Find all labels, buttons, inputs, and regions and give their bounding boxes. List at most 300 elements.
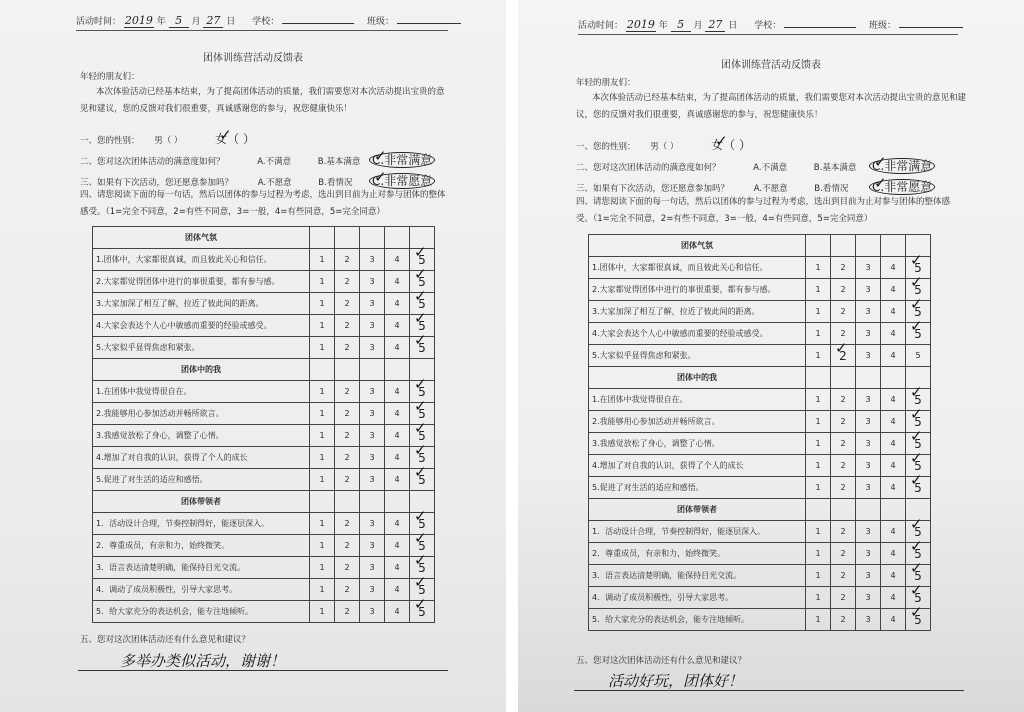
rating-option-3[interactable]: 3	[856, 433, 881, 455]
section-header-cell	[360, 227, 385, 249]
willingness-option-b[interactable]: B.看情况	[318, 178, 353, 188]
rating-option-2[interactable]: 2	[335, 403, 360, 425]
rating-option-5[interactable]: 5 ✓	[410, 337, 435, 359]
rating-option-5[interactable]: 5 ✓	[906, 411, 931, 433]
rating-option-4[interactable]: 4	[881, 389, 906, 411]
rating-option-1[interactable]: 1	[310, 249, 335, 271]
rating-item-text: 2．尊重成员，有亲和力，始终微笑。	[93, 535, 310, 557]
gender-label: 一、您的性别：	[576, 142, 636, 152]
rating-option-5[interactable]: 5 ✓	[410, 381, 435, 403]
rating-option-5[interactable]: 5 ✓	[906, 521, 931, 543]
willingness-option-b[interactable]: B.看情况	[814, 184, 849, 194]
rating-option-5[interactable]: 5 ✓	[410, 535, 435, 557]
class-field[interactable]	[397, 23, 461, 24]
section-header-cell	[881, 499, 906, 521]
rating-option-2[interactable]: 2	[831, 609, 856, 631]
rating-option-2[interactable]: 2	[831, 279, 856, 301]
section-header-cell	[360, 359, 385, 381]
rating-option-4[interactable]: 4	[385, 315, 410, 337]
rating-item-text: 2.我能够用心参加活动并畅所欲言。	[93, 403, 310, 425]
rating-option-1[interactable]: 1	[806, 609, 831, 631]
rating-option-3[interactable]: 3	[856, 345, 881, 367]
day-value: 27	[203, 14, 223, 28]
gender-female-option[interactable]: 女（ ） ✓	[711, 138, 751, 152]
rating-option-5[interactable]: 5 ✓	[906, 455, 931, 477]
rating-option-3[interactable]: 3	[360, 447, 385, 469]
rating-option-5[interactable]: 5 ✓	[410, 469, 435, 491]
section-header-cell	[831, 367, 856, 389]
rating-option-5[interactable]: 5 ✓	[906, 477, 931, 499]
rating-item-text: 5．给大家充分的表达机会，能专注地倾听。	[93, 601, 310, 623]
rating-option-3[interactable]: 3	[856, 411, 881, 433]
rating-item-text: 3．语言表达清楚明确，能保持目光交流。	[93, 557, 310, 579]
day-value: 27	[705, 18, 725, 32]
form-title: 团体训练营活动反馈表	[721, 60, 821, 71]
rating-row	[589, 609, 931, 631]
rating-option-1[interactable]: 1	[806, 455, 831, 477]
rating-option-1[interactable]: 1	[310, 557, 335, 579]
rating-row	[93, 513, 435, 535]
rating-item-text: 4.大家会表达个人心中敏感而重要的经验或感受。	[93, 315, 310, 337]
satisfaction-option-c[interactable]: C.非常满意 ✓	[869, 158, 935, 174]
rating-option-2[interactable]: 2	[335, 337, 360, 359]
rating-option-1[interactable]: 1	[310, 469, 335, 491]
section-header-cell	[831, 235, 856, 257]
rating-option-1[interactable]: 1	[806, 587, 831, 609]
rating-option-3[interactable]: 3	[360, 337, 385, 359]
section-header-cell	[831, 499, 856, 521]
rating-option-1[interactable]: 1	[806, 411, 831, 433]
rating-option-1[interactable]: 1	[310, 403, 335, 425]
handwritten-answer: 多举办类似活动，谢谢！	[120, 652, 286, 670]
rating-option-3[interactable]: 3	[360, 271, 385, 293]
rating-row	[589, 521, 931, 543]
rating-option-5[interactable]: 5 ✓	[410, 425, 435, 447]
rating-option-2[interactable]: 2	[335, 579, 360, 601]
rating-option-1[interactable]: 1	[806, 257, 831, 279]
month-value: 5	[169, 14, 189, 28]
rating-item-text: 1.团体中，大家都很真诚，而且彼此关心和信任。	[93, 249, 310, 271]
rating-option-4[interactable]: 4	[385, 337, 410, 359]
section-header-cell	[385, 491, 410, 513]
greeting: 年轻的朋友们：	[576, 78, 636, 88]
willingness-option-a[interactable]: A.不愿意	[753, 184, 788, 194]
section-header-cell	[881, 235, 906, 257]
rating-row	[589, 257, 931, 279]
rating-item-text: 5.促进了对生活的适应和感悟。	[93, 469, 310, 491]
rating-row	[93, 337, 435, 359]
year-unit: 年	[156, 17, 166, 27]
school-label: 学校：	[754, 21, 782, 31]
rating-option-4[interactable]: 4	[881, 323, 906, 345]
satisfaction-label: 二、您对这次团体活动的满意度如何？	[80, 157, 225, 167]
rating-option-1[interactable]: 1	[310, 271, 335, 293]
rating-item-text: 1.在团体中我觉得很自在。	[93, 381, 310, 403]
rating-row	[93, 535, 435, 557]
question-gender	[80, 130, 255, 147]
rating-option-2[interactable]: 2	[335, 535, 360, 557]
rating-option-3[interactable]: 3	[856, 587, 881, 609]
section-header-row	[589, 499, 931, 521]
year-unit: 年	[658, 21, 668, 31]
question-suggestions: 五、您对这次团体活动还有什么意见和建议？	[80, 635, 251, 645]
rating-row	[93, 447, 435, 469]
willingness-option-c[interactable]: C.非常愿意 ✓	[369, 173, 435, 189]
rating-item-text: 1.在团体中我觉得很自在。	[589, 389, 806, 411]
question-gender	[576, 136, 751, 153]
section-header-row	[93, 491, 435, 513]
section-header-cell	[310, 227, 335, 249]
form-header	[76, 14, 461, 28]
activity-time-label: 活动时间：	[578, 21, 624, 31]
rating-option-4[interactable]: 4	[881, 565, 906, 587]
rating-option-1[interactable]: 1	[310, 601, 335, 623]
rating-option-1[interactable]: 1	[806, 521, 831, 543]
rating-option-1[interactable]: 1	[806, 345, 831, 367]
rating-option-2[interactable]: 2	[831, 543, 856, 565]
rating-option-5[interactable]: 5 ✓	[410, 315, 435, 337]
rating-option-4[interactable]: 4	[385, 403, 410, 425]
photo-gap	[506, 0, 518, 712]
rating-row	[93, 381, 435, 403]
section-header-cell	[335, 491, 360, 513]
rating-option-2[interactable]: 2	[831, 411, 856, 433]
rating-option-4[interactable]: 4	[385, 293, 410, 315]
rating-row	[93, 271, 435, 293]
rating-row	[93, 403, 435, 425]
rating-option-5[interactable]: 5 ✓	[906, 587, 931, 609]
rating-option-1[interactable]: 1	[310, 315, 335, 337]
rating-option-3[interactable]: 3	[856, 521, 881, 543]
rating-option-4[interactable]: 4	[385, 601, 410, 623]
school-field[interactable]	[282, 23, 354, 24]
rating-option-5[interactable]: 5 ✓	[410, 601, 435, 623]
section-header-cell	[881, 367, 906, 389]
rating-option-5[interactable]: 5 ✓	[906, 301, 931, 323]
section-header-cell	[806, 235, 831, 257]
section-header-cell	[335, 227, 360, 249]
answer-line	[78, 670, 448, 671]
rating-option-2[interactable]: 2	[335, 425, 360, 447]
rating-item-text: 3.我感觉放松了身心，调整了心情。	[589, 433, 806, 455]
form-header	[578, 18, 963, 32]
rating-option-4[interactable]: 4	[881, 433, 906, 455]
section-header-cell	[360, 491, 385, 513]
willingness-label: 三、如果有下次活动，您还愿意参加吗？	[576, 184, 730, 194]
month-value: 5	[671, 18, 691, 32]
section-header-cell	[856, 235, 881, 257]
month-unit: 月	[693, 21, 703, 31]
rating-option-1[interactable]: 1	[310, 579, 335, 601]
rating-option-1[interactable]: 1	[806, 323, 831, 345]
rating-option-5[interactable]: 5 ✓	[906, 433, 931, 455]
rating-item-text: 5．给大家充分的表达机会，能专注地倾听。	[589, 609, 806, 631]
rating-item-text: 4.增加了对自我的认识，获得了个人的成长	[93, 447, 310, 469]
rating-option-2[interactable]: 2	[831, 565, 856, 587]
section-header-cell	[806, 499, 831, 521]
rating-option-5[interactable]: 5 ✓	[410, 271, 435, 293]
rating-option-3[interactable]: 3	[360, 579, 385, 601]
rating-option-2[interactable]: 2	[335, 469, 360, 491]
section-title: 团体带领者	[589, 499, 806, 521]
rating-item-text: 1．活动设计合理，节奏控制得好，能逐层深入。	[93, 513, 310, 535]
rating-option-2[interactable]: 2	[335, 557, 360, 579]
rating-item-text: 2.大家都觉得团体中进行的事很重要，都有参与感。	[589, 279, 806, 301]
rating-option-5[interactable]: 5 ✓	[410, 579, 435, 601]
section-header-cell	[806, 367, 831, 389]
rating-table	[92, 226, 435, 623]
rating-option-1[interactable]: 1	[310, 513, 335, 535]
rating-option-3[interactable]: 3	[360, 249, 385, 271]
section-header-row	[589, 235, 931, 257]
rating-option-4[interactable]: 4	[881, 279, 906, 301]
rating-option-4[interactable]: 4	[881, 411, 906, 433]
satisfaction-label: 二、您对这次团体活动的满意度如何？	[576, 163, 721, 173]
rating-row	[589, 477, 931, 499]
class-label: 班级：	[366, 17, 394, 27]
rating-option-1[interactable]: 1	[310, 535, 335, 557]
gender-label: 一、您的性别：	[80, 136, 140, 146]
rating-option-2[interactable]: 2	[335, 271, 360, 293]
class-field[interactable]	[899, 27, 963, 28]
rating-option-5[interactable]: 5 ✓	[410, 447, 435, 469]
rating-option-5[interactable]: 5 ✓	[906, 257, 931, 279]
rating-option-4[interactable]: 4	[881, 543, 906, 565]
section-title: 团体中的我	[93, 359, 310, 381]
rating-item-text: 4.大家会表达个人心中敏感而重要的经验或感受。	[589, 323, 806, 345]
rating-row	[93, 425, 435, 447]
rating-option-4[interactable]: 4	[881, 345, 906, 367]
rating-option-4[interactable]: 4	[385, 249, 410, 271]
activity-time-label: 活动时间：	[76, 17, 122, 27]
willingness-label: 三、如果有下次活动，您还愿意参加吗？	[80, 178, 234, 188]
rating-option-1[interactable]: 1	[310, 447, 335, 469]
class-label: 班级：	[868, 21, 896, 31]
rating-option-1[interactable]: 1	[806, 433, 831, 455]
rating-option-5[interactable]: 5 ✓	[906, 543, 931, 565]
rating-option-2[interactable]: 2	[335, 513, 360, 535]
rating-option-1[interactable]: 1	[806, 279, 831, 301]
rating-option-3[interactable]: 3	[856, 565, 881, 587]
rating-option-4[interactable]: 4	[881, 257, 906, 279]
rating-option-1[interactable]: 1	[310, 425, 335, 447]
section-header-row	[589, 367, 931, 389]
rating-option-4[interactable]: 4	[385, 447, 410, 469]
rating-option-1[interactable]: 1	[310, 381, 335, 403]
rating-option-2[interactable]: 2	[335, 381, 360, 403]
rating-option-3[interactable]: 3	[856, 389, 881, 411]
section-title: 团体气氛	[93, 227, 310, 249]
rating-item-text: 3.大家加深了相互了解，拉近了彼此间的距离。	[93, 293, 310, 315]
header-rule	[578, 34, 958, 35]
rating-option-2[interactable]: 2	[335, 601, 360, 623]
rating-option-4[interactable]: 4	[881, 521, 906, 543]
rating-option-3[interactable]: 3	[360, 403, 385, 425]
day-unit: 日	[728, 21, 738, 31]
satisfaction-option-c[interactable]: C.非常满意 ✓	[369, 152, 435, 168]
question-willingness	[576, 178, 935, 195]
gender-male-option[interactable]: 男（ ）	[154, 136, 183, 146]
school-label: 学校：	[252, 17, 280, 27]
rating-option-4[interactable]: 4	[385, 381, 410, 403]
rating-option-4[interactable]: 4	[385, 425, 410, 447]
rating-row	[589, 565, 931, 587]
rating-option-3[interactable]: 3	[360, 535, 385, 557]
rating-item-text: 5.促进了对生活的适应和感悟。	[589, 477, 806, 499]
rating-option-5[interactable]: 5 ✓	[906, 389, 931, 411]
rating-item-text: 3.我感觉放松了身心，调整了心情。	[93, 425, 310, 447]
rating-option-3[interactable]: 3	[856, 257, 881, 279]
rating-option-2[interactable]: 2	[831, 389, 856, 411]
rating-option-2[interactable]: 2	[831, 257, 856, 279]
rating-option-5[interactable]: 5 ✓	[410, 403, 435, 425]
rating-option-1[interactable]: 1	[806, 389, 831, 411]
rating-option-1[interactable]: 1	[806, 477, 831, 499]
rating-option-3[interactable]: 3	[856, 455, 881, 477]
rating-option-2[interactable]: 2	[831, 433, 856, 455]
rating-option-4[interactable]: 4	[881, 609, 906, 631]
rating-option-1[interactable]: 1	[806, 543, 831, 565]
day-unit: 日	[226, 17, 236, 27]
rating-item-text: 3.大家加深了相互了解，拉近了彼此间的距离。	[589, 301, 806, 323]
satisfaction-option-a[interactable]: A.不满意	[753, 163, 788, 173]
rating-option-5[interactable]: 5 ✓	[906, 279, 931, 301]
school-field[interactable]	[784, 27, 856, 28]
rating-row	[93, 579, 435, 601]
gender-male-option[interactable]: 男（ ）	[650, 142, 679, 152]
section-header-cell	[856, 367, 881, 389]
rating-row	[93, 601, 435, 623]
rating-row	[589, 587, 931, 609]
rating-option-5[interactable]: 5 ✓	[906, 609, 931, 631]
rating-table	[588, 234, 931, 631]
rating-option-3[interactable]: 3	[360, 381, 385, 403]
rating-option-4[interactable]: 4	[385, 535, 410, 557]
feedback-form-right	[518, 0, 1024, 712]
year-value: 2019	[626, 18, 655, 31]
rating-option-4[interactable]: 4	[385, 469, 410, 491]
rating-option-4[interactable]: 4	[881, 477, 906, 499]
rating-option-3[interactable]: 3	[856, 323, 881, 345]
rating-option-4[interactable]: 4	[385, 271, 410, 293]
rating-option-4[interactable]: 4	[385, 513, 410, 535]
rating-item-text: 5.大家似乎显得焦虑和紧张。	[589, 345, 806, 367]
rating-option-1[interactable]: 1	[806, 565, 831, 587]
rating-item-text: 1．活动设计合理，节奏控制得好，能逐层深入。	[589, 521, 806, 543]
rating-option-3[interactable]: 3	[360, 425, 385, 447]
section-title: 团体带领者	[93, 491, 310, 513]
rating-item-text: 4．调动了成员积极性，引导大家思考。	[93, 579, 310, 601]
section-header-row	[93, 227, 435, 249]
rating-option-4[interactable]: 4	[385, 557, 410, 579]
satisfaction-option-b[interactable]: B.基本满意	[317, 157, 361, 167]
rating-option-5[interactable]: 5 ✓	[410, 513, 435, 535]
rating-row	[589, 345, 931, 367]
rating-option-3[interactable]: 3	[360, 513, 385, 535]
rating-row	[589, 279, 931, 301]
section-header-row	[93, 359, 435, 381]
rating-option-2[interactable]: 2	[335, 249, 360, 271]
rating-option-3[interactable]: 3	[856, 279, 881, 301]
satisfaction-option-b[interactable]: B.基本满意	[813, 163, 857, 173]
answer-line	[574, 690, 964, 691]
section-title: 团体中的我	[589, 367, 806, 389]
rating-option-2[interactable]: 2	[831, 455, 856, 477]
rating-option-2[interactable]: 2	[831, 521, 856, 543]
section-header-cell	[385, 227, 410, 249]
rating-option-1[interactable]: 1	[310, 337, 335, 359]
rating-option-2[interactable]: 2	[831, 477, 856, 499]
rating-option-5[interactable]: 5 ✓	[906, 323, 931, 345]
rating-option-3[interactable]: 3	[360, 557, 385, 579]
rating-row	[589, 301, 931, 323]
rating-option-3[interactable]: 3	[856, 543, 881, 565]
rating-option-5[interactable]: 5 ✓	[410, 249, 435, 271]
question-suggestions: 五、您对这次团体活动还有什么意见和建议？	[576, 656, 747, 666]
rating-option-2[interactable]: 2	[831, 323, 856, 345]
rating-option-3[interactable]: 3	[360, 315, 385, 337]
willingness-option-c[interactable]: C.非常愿意 ✓	[869, 179, 935, 195]
rating-option-3[interactable]: 3	[856, 477, 881, 499]
rating-item-text: 3．语言表达清楚明确，能保持目光交流。	[589, 565, 806, 587]
rating-option-3[interactable]: 3	[360, 293, 385, 315]
intro-paragraph: 本次体验活动已经基本结束，为了提高团体活动的质量，我们需要您对本次活动提出宝贵的意见和建议，您的反馈对我们很重要，真诚感谢您的参与，祝您健康快乐！	[576, 93, 967, 120]
rating-item-text: 1.团体中，大家都很真诚，而且彼此关心和信任。	[589, 257, 806, 279]
rating-item-text: 2.我能够用心参加活动并畅所欲言。	[589, 411, 806, 433]
section-header-cell	[385, 359, 410, 381]
rating-option-5[interactable]: 5 ✓	[410, 293, 435, 315]
rating-row	[589, 455, 931, 477]
rating-option-2[interactable]: 2	[335, 315, 360, 337]
rating-row	[589, 411, 931, 433]
rating-option-3[interactable]: 3	[856, 301, 881, 323]
rating-option-3[interactable]: 3	[856, 609, 881, 631]
rating-option-2[interactable]: 2	[335, 293, 360, 315]
rating-option-2[interactable]: 2	[831, 301, 856, 323]
question-rating-intro: 四、请您阅读下面的每一句话，然后以团体的参与过程为考虑，选出到目前为止对参与团体的整体感受。（1=完全不同意，2=有些不同意，3=一般，4=有些同意，5=完全同意）	[576, 197, 951, 224]
willingness-option-a[interactable]: A.不愿意	[257, 178, 292, 188]
rating-option-4[interactable]: 4	[881, 301, 906, 323]
rating-row	[93, 315, 435, 337]
rating-item-text: 4．调动了成员积极性，引导大家思考。	[589, 587, 806, 609]
form-title: 团体训练营活动反馈表	[203, 53, 303, 64]
rating-item-text: 5.大家似乎显得焦虑和紧张。	[93, 337, 310, 359]
rating-row	[93, 249, 435, 271]
month-unit: 月	[191, 17, 201, 27]
rating-option-1[interactable]: 1	[806, 301, 831, 323]
intro-paragraph: 本次体验活动已经基本结束，为了提高团体活动的质量，我们需要您对本次活动提出宝贵的意见和建议，您的反馈对我们很重要，真诚感谢您的参与，祝您健康快乐！	[80, 87, 445, 114]
section-header-cell	[856, 499, 881, 521]
rating-option-2[interactable]: 2	[335, 447, 360, 469]
rating-option-5[interactable]: 5 ✓	[410, 557, 435, 579]
rating-option-2[interactable]: 2 ✓	[831, 345, 856, 367]
rating-option-4[interactable]: 4	[385, 579, 410, 601]
rating-option-4[interactable]: 4	[881, 587, 906, 609]
rating-row	[589, 433, 931, 455]
satisfaction-option-a[interactable]: A.不满意	[257, 157, 292, 167]
gender-female-option[interactable]: 女（ ） ✓	[215, 132, 255, 146]
rating-option-1[interactable]: 1	[310, 293, 335, 315]
rating-option-5[interactable]: 5 ✓	[906, 565, 931, 587]
rating-option-3[interactable]: 3	[360, 601, 385, 623]
rating-row	[589, 323, 931, 345]
section-header-cell	[310, 359, 335, 381]
rating-option-5[interactable]: 5	[906, 345, 931, 367]
rating-option-3[interactable]: 3	[360, 469, 385, 491]
rating-option-4[interactable]: 4	[881, 455, 906, 477]
question-satisfaction	[576, 157, 935, 174]
rating-option-2[interactable]: 2	[831, 587, 856, 609]
